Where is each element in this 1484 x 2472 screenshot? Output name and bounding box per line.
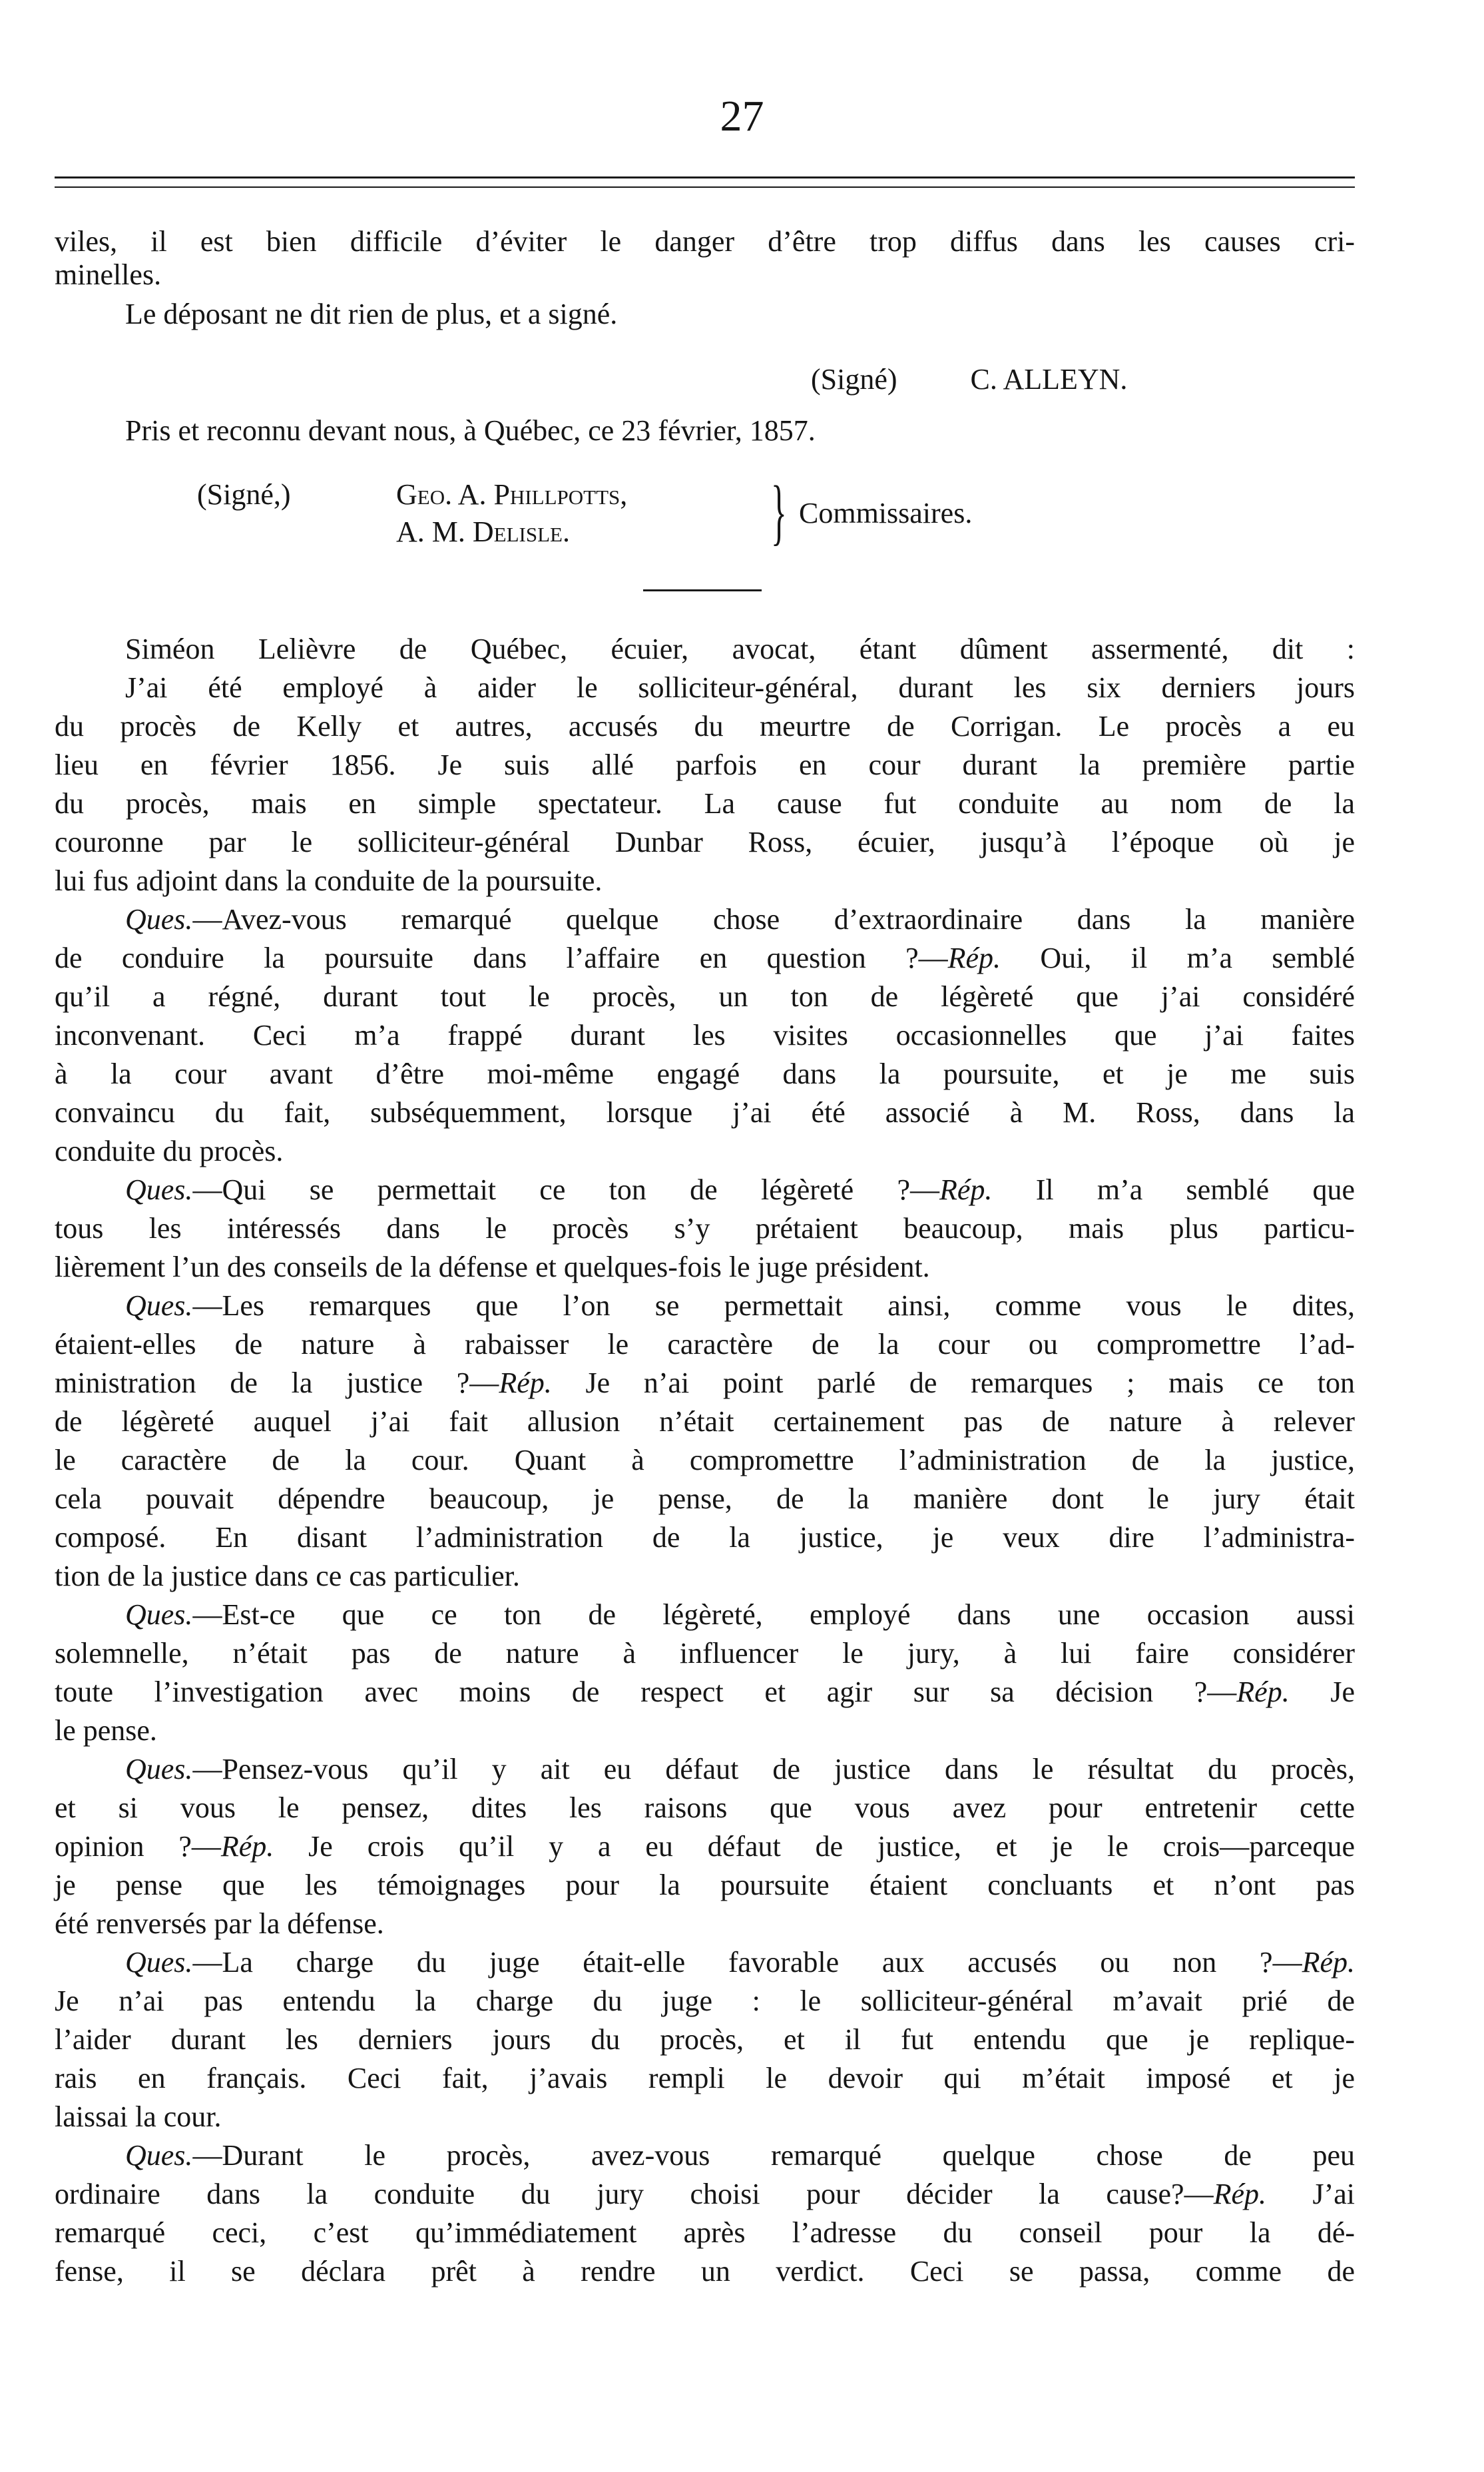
ques-label: Ques.	[125, 1753, 193, 1785]
text-span: J’ai	[1266, 2178, 1355, 2210]
text-line: de légèreté auquel j’ai fait allusion n’était certainement pas de nature à relever	[55, 1405, 1355, 1438]
question-line	[55, 2178, 1355, 2211]
text-line: cela pouvait dépendre beaucoup, je pense, de la manière dont le jury était	[55, 1482, 1355, 1515]
text-span: ordinaire dans la conduite du jury choisi pour décider la cause?—	[55, 2178, 1214, 2210]
text-line: Siméon Lelièvre de Québec, écuier, avocat, étant dûment assermenté, dit :	[125, 633, 1355, 665]
text-line: minelles.	[55, 258, 162, 291]
text-span: Je crois qu’il y a eu défaut de justice, et je le crois—parceque	[274, 1830, 1355, 1863]
question-line	[125, 1753, 1355, 1786]
signature-alleyn: (Signé) C. ALLEYN.	[811, 363, 1128, 396]
page-number: 27	[720, 92, 764, 141]
text-line: l’aider durant les derniers jours du procès, et il fut entendu que je replique-	[55, 2023, 1355, 2056]
text-span: toute l’investigation avec moins de respect et agir sur sa décision ?—	[55, 1676, 1237, 1708]
rep-label: Rép.	[220, 1830, 274, 1863]
text-line: du procès de Kelly et autres, accusés du meurtre de Corrigan. Le procès a eu	[55, 710, 1355, 743]
rep-label: Rép.	[939, 1173, 993, 1206]
text-line: Je n’ai pas entendu la charge du juge : le solliciteur-général m’avait prié de	[55, 1985, 1355, 2017]
text-line: à la cour avant d’être moi-même engagé dans la poursuite, et je me suis	[55, 1058, 1355, 1090]
text-span: Je	[1289, 1676, 1356, 1708]
text-line: qu’il a régné, durant tout le procès, un ton de légèreté que j’ai considéré	[55, 980, 1355, 1013]
text-line: le caractère de la cour. Quant à compromettre l’administration de la justice,	[55, 1444, 1355, 1476]
text-line: Le déposant ne dit rien de plus, et a signé.	[125, 298, 618, 330]
text-span: —Avez-vous remarqué quelque chose d’extraordinaire dans la manière	[192, 903, 1355, 936]
text-span: Il m’a semblé que	[992, 1173, 1356, 1206]
ques-label: Ques.	[125, 1946, 193, 1979]
text-line: été renversés par la défense.	[55, 1907, 384, 1940]
text-span: —Qui se permettait ce ton de légèreté ?—	[192, 1173, 940, 1206]
question-line	[55, 1830, 1355, 1863]
rep-label: Rép.	[947, 942, 1001, 974]
text-span: —Durant le procès, avez-vous remarqué quelque chose de peu	[192, 2139, 1355, 2172]
text-span: Je n’ai point parlé de remarques ; mais ce ton	[551, 1367, 1355, 1399]
signed-label: (Signé,)	[197, 478, 291, 511]
ques-label: Ques.	[125, 1173, 193, 1206]
ques-label: Ques.	[125, 1598, 193, 1631]
text-line: fense, il se déclara prêt à rendre un verdict. Ceci se passa, comme de	[55, 2255, 1355, 2288]
question-line	[55, 1367, 1355, 1400]
question-line	[125, 1598, 1355, 1632]
text-line: inconvenant. Ceci m’a frappé durant les visites occasionnelles que j’ai faites	[55, 1019, 1355, 1052]
rep-label: Rép.	[1236, 1676, 1290, 1708]
text-span: —Pensez-vous qu’il y ait eu défaut de justice dans le résultat du procès,	[192, 1753, 1355, 1785]
commissioner-name: A. M. Delisle.	[396, 515, 570, 548]
commissioners-label: Commissaires.	[799, 497, 973, 529]
text-line: tous les intéressés dans le procès s’y prétaient beaucoup, mais plus particu-	[55, 1212, 1355, 1245]
text-line: lièrement l’un des conseils de la défense et quelques-fois le juge président.	[55, 1251, 930, 1283]
text-line: couronne par le solliciteur-général Dunbar Ross, écuier, jusqu’à l’époque où je	[55, 826, 1355, 858]
rep-label: Rép.	[499, 1367, 552, 1399]
text-line: je pense que les témoignages pour la poursuite étaient concluants et n’ont pas	[55, 1869, 1355, 1901]
question-line	[125, 1173, 1355, 1207]
text-line: du procès, mais en simple spectateur. La cause fut conduite au nom de la	[55, 787, 1355, 820]
ques-label: Ques.	[125, 903, 193, 936]
text-line: laissai la cour.	[55, 2100, 222, 2133]
text-line: remarqué ceci, c’est qu’immédiatement après l’adresse du conseil pour la dé-	[55, 2216, 1355, 2249]
text-span: ministration de la justice ?—	[55, 1367, 499, 1399]
text-line: étaient-elles de nature à rabaisser le caractère de la cour ou compromettre l’ad-	[55, 1328, 1355, 1361]
ques-label: Ques.	[125, 2139, 193, 2172]
text-line: convaincu du fait, subséquemment, lorsque j’ai été associé à M. Ross, dans la	[55, 1096, 1355, 1129]
text-line: le pense.	[55, 1714, 157, 1747]
rep-label: Rép.	[1302, 1946, 1355, 1979]
question-line	[125, 903, 1355, 936]
text-line: et si vous le pensez, dites les raisons que vous avez pour entretenir cette	[55, 1791, 1355, 1824]
section-divider	[643, 589, 762, 591]
rep-label: Rép.	[1213, 2178, 1266, 2210]
text-span: Oui, il m’a semblé	[1001, 942, 1355, 974]
text-line: rais en français. Ceci fait, j’avais rempli le devoir qui m’était imposé et je	[55, 2062, 1355, 2094]
text-line: lui fus adjoint dans la conduite de la poursuite.	[55, 864, 603, 897]
question-line	[55, 942, 1355, 975]
text-span: de conduire la poursuite dans l’affaire en question ?—	[55, 942, 948, 974]
text-line: solemnelle, n’était pas de nature à influencer le jury, à lui faire considérer	[55, 1637, 1355, 1670]
text-span: opinion ?—	[55, 1830, 221, 1863]
commissioner-name: Geo. A. Phillpotts,	[396, 478, 628, 511]
text-line: viles, il est bien difficile d’éviter le danger d’être trop diffus dans les causes cri-	[55, 225, 1355, 258]
question-line	[55, 1676, 1355, 1709]
text-line: Pris et reconnu devant nous, à Québec, ce 23 février, 1857.	[125, 414, 816, 447]
text-line: conduite du procès.	[55, 1135, 284, 1167]
text-span: —Est-ce que ce ton de légèreté, employé dans une occasion aussi	[192, 1598, 1355, 1631]
ques-label: Ques.	[125, 1289, 193, 1322]
header-rule	[55, 176, 1355, 188]
text-line: J’ai été employé à aider le solliciteur-général, durant les six derniers jours	[125, 671, 1355, 704]
text-span: —Les remarques que l’on se permettait ainsi, comme vous le dites,	[192, 1289, 1355, 1322]
question-line	[125, 2139, 1355, 2172]
text-line: tion de la justice dans ce cas particulier.	[55, 1560, 520, 1592]
question-line	[125, 1946, 1355, 1979]
text-line: lieu en février 1856. Je suis allé parfois en cour durant la première partie	[55, 749, 1355, 781]
question-line	[125, 1289, 1355, 1323]
text-line: composé. En disant l’administration de la justice, je veux dire l’administra-	[55, 1521, 1355, 1554]
brace-glyph: }	[771, 471, 787, 552]
text-span: —La charge du juge était-elle favorable aux accusés ou non ?—	[192, 1946, 1302, 1979]
